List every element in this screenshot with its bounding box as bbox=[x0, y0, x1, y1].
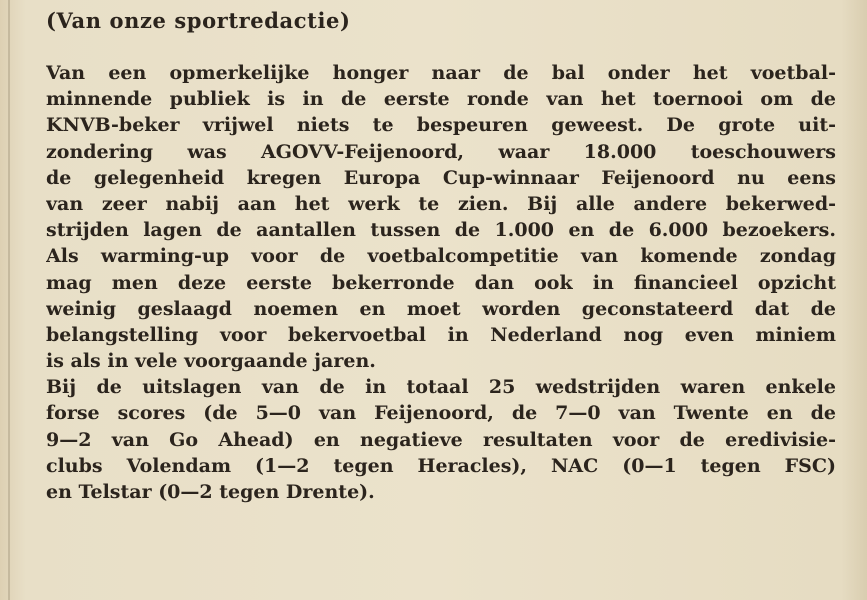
article-line: zondering was AGOVV-Feijenoord, waar 18.000 toeschouwers bbox=[46, 140, 836, 163]
article-line: clubs Volendam (1—2 tegen Heracles), NAC (0—1 tegen FSC) bbox=[46, 454, 836, 477]
article-line: strijden lagen de aantallen tussen de 1.000 en de 6.000 bezoekers. bbox=[46, 219, 836, 242]
article-line: minnende publiek is in de eerste ronde van het toernooi om de bbox=[46, 88, 836, 111]
article-body bbox=[46, 60, 836, 505]
article-line: Als warming-up voor de voetbalcompetitie van komende zondag bbox=[46, 245, 836, 268]
article-line: belangstelling voor bekervoetbal in Nederland nog even miniem bbox=[46, 323, 836, 346]
article-line: de gelegenheid kregen Europa Cup-winnaar Feijenoord nu eens bbox=[46, 166, 836, 189]
article-line: KNVB-beker vrijwel niets te bespeuren geweest. De grote uit- bbox=[46, 114, 836, 137]
article-line: van zeer nabij aan het werk te zien. Bij alle andere bekerwed- bbox=[46, 192, 836, 215]
article-line: weinig geslaagd noemen en moet worden geconstateerd dat de bbox=[46, 297, 836, 320]
article-line: forse scores (de 5—0 van Feijenoord, de 7—0 van Twente en de bbox=[46, 402, 836, 425]
article-line: mag men deze eerste bekerronde dan ook in financieel opzicht bbox=[46, 271, 836, 294]
column-rule bbox=[8, 0, 10, 600]
article-line: en Telstar (0—2 tegen Drente). bbox=[46, 481, 375, 503]
article-line: is als in vele voorgaande jaren. bbox=[46, 350, 376, 373]
article-line: Bij de uitslagen van de in totaal 25 wedstrijden waren enkele bbox=[46, 376, 836, 399]
byline: (Van onze sportredactie) bbox=[46, 8, 351, 33]
article-line: Van een opmerkelijke honger naar de bal onder het voetbal- bbox=[46, 62, 836, 84]
article-line: 9—2 van Go Ahead) en negatieve resultaten voor de eredivisie- bbox=[46, 428, 836, 451]
